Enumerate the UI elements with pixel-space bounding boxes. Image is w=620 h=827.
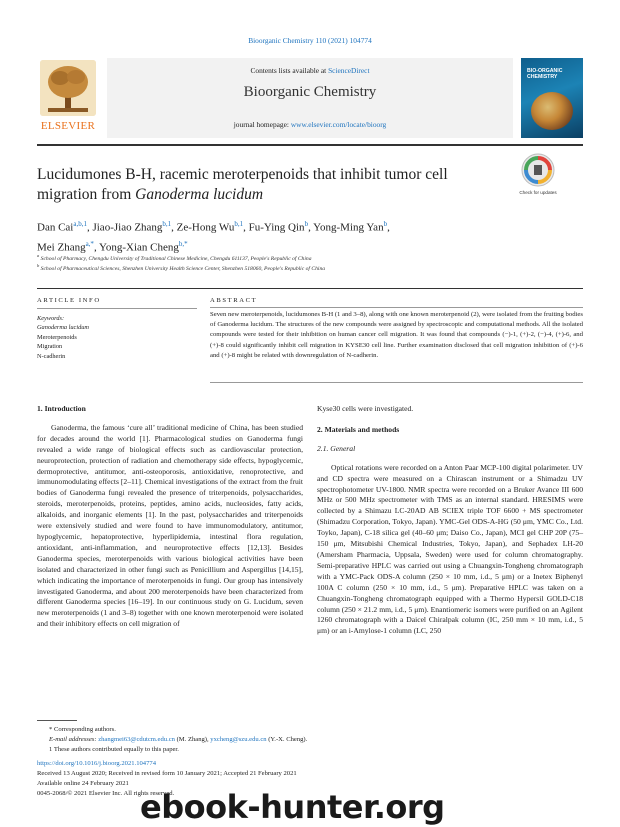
- authors-line-1: Dan Cai$^{a,b,1}$, Jiao-Jiao Zhang$^{b,1}$, Ze-Hong Wu$^{b,1}$, Fu-Ying Qin$^b$, Yong-Ming Yan$^b$,: [37, 220, 390, 234]
- title-line-2-prefix: migration from: [37, 186, 136, 203]
- copyright-line: 0045-2068/© 2021 Elsevier Inc. All rights reserved.: [37, 790, 175, 797]
- journal-title: Bioorganic Chemistry: [243, 84, 377, 100]
- corresponding-note: * Corresponding authors.: [49, 726, 116, 733]
- journal-cover-image[interactable]: [521, 58, 583, 138]
- author-affil-marker[interactable]: b: [383, 220, 388, 228]
- left-column: [37, 404, 303, 630]
- general-subheading: 2.1. General: [317, 443, 356, 453]
- author-name[interactable]: Mei Zhang: [37, 241, 86, 254]
- affiliation-mark: a: [37, 253, 40, 258]
- affiliation-text: School of Pharmacy, Chengdu University of Traditional Chinese Medicine, Chengdu 611137, People's Republic of China: [40, 255, 312, 262]
- elsevier-tree-icon: [40, 60, 96, 116]
- authors-line-2: Mei Zhang$^{a,*}$, Yong-Xian Cheng$^{b,*}$: [37, 239, 188, 254]
- available-online: Available online 24 February 2021: [37, 780, 129, 787]
- journal-reference[interactable]: Bioorganic Chemistry 110 (2021) 104774: [248, 36, 372, 45]
- footnotes: [37, 725, 583, 755]
- author-affil-marker[interactable]: b,1: [234, 220, 244, 228]
- publisher-name: ELSEVIER: [40, 120, 96, 132]
- introduction-paragraph: Ganoderma, the famous ‘cure all’ traditional medicine of China, has been studied for decades around the world [1]. Pharmacological studies on Ganoderma fungi revealed a wide range of biological effects such as cardiovascular protection, neuroprotection, protection of radiation and chemotherapy side effects, hypoglycemic, dermoprotective, antitumor, anti-osteoporosis, antioxidative, renoprotective, and immunomodulating effects [2–11]. Chemical investigations of the extract from the fruit bodies of Ganoderma fungi revealed the presence of triterpenoids, polysaccharides, steroids, meroterpenoids, proteins, peptides, amino acids, nucleosides, fatty acids, alkaloids, and inorganic elements [1]. In the past, polysaccharides and triterpenoids were extensively studied and were found to have immunomodulatory, antitumor, hypoglycemic, hepatoprotective, hyperlipidemia, intestinal flora regulation, antioxidant, anti-inflammation, and neuroprotective effects [12,13]. Besides Ganoderma species, meroterpenoids with various biological activities have been isolated and characterized in other fungi such as Penicillium and Aspergillus [14,15], which indicating the importance of meroterpenoids in fungi. Our group has intensively investigated Ganoderma, and about 200 meroterpenoids have been characterized from different Ganoderma species [16–19]. In our continuous study on G. Lucidum, seven new meroterpenoids (1 and 3–8) together with one known meroterpenoid were isolated and their inhibitory effects on cell migration of: [37, 422, 303, 629]
- keyword-item: Ganoderma lucidum: [37, 324, 89, 332]
- keywords-label: Keywords:: [37, 315, 65, 322]
- email-owner: (M. Zhang),: [174, 736, 211, 743]
- email-link-zhang[interactable]: zhangmei63@cdutcm.edu.cn: [98, 736, 175, 743]
- contents-line: [107, 66, 513, 75]
- masthead-center: [107, 58, 513, 138]
- article-info-rule: [37, 308, 197, 309]
- author-name[interactable]: Yong-Ming Yan: [313, 221, 384, 234]
- journal-homepage-link[interactable]: www.elsevier.com/locate/bioorg: [290, 120, 387, 129]
- check-updates-icon[interactable]: [520, 152, 556, 188]
- email-line: [37, 735, 583, 745]
- author-affil-marker[interactable]: b,1: [162, 220, 172, 228]
- right-column: [317, 404, 583, 637]
- sciencedirect-link[interactable]: ScienceDirect: [328, 66, 370, 75]
- abstract-rule: [210, 307, 583, 308]
- keywords-box: [37, 314, 197, 361]
- author-name[interactable]: Dan Cai: [37, 221, 74, 234]
- watermark: ebook-hunter.org: [140, 788, 445, 826]
- check-updates-label[interactable]: Check for updates: [519, 190, 557, 195]
- author-affil-marker[interactable]: a,*: [85, 239, 94, 248]
- homepage-line: [107, 120, 513, 129]
- elsevier-logo[interactable]: [37, 58, 99, 138]
- email-owner: (Y.-X. Cheng).: [266, 736, 308, 743]
- author-affil-marker[interactable]: b,*: [178, 239, 188, 248]
- introduction-heading: 1. Introduction: [37, 404, 86, 413]
- article-title: [37, 165, 507, 205]
- abstract-bottom-rule: [210, 382, 583, 383]
- author-name[interactable]: Yong-Xian Cheng: [99, 241, 179, 254]
- general-paragraph: Optical rotations were recorded on a Anton Paar MCP-100 digital polarimeter. UV and CD spectra were measured on a Chirascan instrument or a Shimadzu UV spectrophotometer UV-1800. NMR spectra were recorded on a Bruker Avance III 600 MHz or 500 MHz spectrometer with TMS as an internal standard. HRESIMS were collected by a Shimazu LC-20AD AB SCIEX triple TOF 6600 + MS spectrometer (Shimadzu Corporation, Tokyo, Japan). YMC-Gel ODS-A-HG (50 μm, YMC Co., Ltd. Toyko, Japan), C-18 silica gel (40–60 μm; Daiso Co., Japan), MCI gel CHP 20P (75–150 μm, Mitsubishi Chemical Industries, Tokyo, Japan), and Sephadex LH-20 (Amersham Pharmacia, Uppsala, Sweden) were used for column chromatography. Semi-preparative HPLC was carried out using a Chuangxin-Tongheng chromatograph with a YMC-Pack ODS-A column (250 × 10 mm, i.d., 5 μm) or a Inetex Biphenyl 100A C column (250 × 10 mm, i.d., 5 μm). Preparative HPLC was taken on a Chuangxin-Tongheng chromatograph equipped with a Thermo Hypersil GOLD-C18 column (250 × 21.2 mm, i.d., 5 μm). Enantiomeric isomers were purified on an Agilent 1260 chromatograph with a Daicel Chiralpak column (IC, 250 mm × 10 mm, i.d., 5 μm) or an i-Amylose-1 column (LC, 250: [317, 462, 583, 636]
- homepage-prefix: journal homepage:: [233, 120, 291, 129]
- affiliation-mark: b: [37, 263, 40, 268]
- author-name[interactable]: Ze-Hong Wu: [176, 221, 235, 234]
- carryover-text: Kyse30 cells were investigated.: [317, 404, 414, 413]
- contents-prefix: Contents lists available at: [250, 66, 329, 75]
- journal-masthead: [37, 58, 583, 138]
- header-rule: [37, 144, 583, 146]
- methods-heading: 2. Materials and methods: [317, 424, 400, 434]
- footnote-rule: [37, 720, 77, 721]
- email-label: E-mail addresses:: [49, 736, 99, 743]
- keyword-item: Migration: [37, 343, 63, 351]
- abstract-heading: ABSTRACT: [210, 297, 258, 304]
- affiliation-a: [37, 253, 583, 262]
- author-name[interactable]: Jiao-Jiao Zhang: [92, 221, 163, 234]
- doi-link[interactable]: https://doi.org/10.1016/j.bioorg.2021.104774: [37, 760, 156, 767]
- abstract-body: Seven new meroterpenoids, lucidumones B-H (1 and 3–8), along with one known meroterpenoid (2), were isolated from the fruiting bodies of Ganoderma lucidum. The structures of the new compounds were assigned by spectroscopic and computational methods. All the isolated compounds were tested for their inhibition on human cancer cell migration. It was found that compounds (−)-1, (+)-2, (−)-4, (+)-6, and (+)-8 could significantly inhibit cell migration in KYSE30 cell line. Further examination disclosed that cell migration inhibition of (+)-6 and (+)-8 might be related with downregulation of N-cadherin.: [210, 311, 583, 359]
- cover-art: [531, 92, 573, 130]
- article-info-heading: ARTICLE INFO: [37, 297, 101, 304]
- keyword-item: N-cadherin: [37, 352, 66, 360]
- email-link-cheng[interactable]: yxcheng@szu.edu.cn: [210, 736, 267, 743]
- received-dates: Received 13 August 2020; Received in revised form 10 January 2021; Accepted 21 February 2021: [37, 770, 297, 777]
- author-affil-marker[interactable]: a,b,1: [73, 220, 87, 228]
- affiliation-text: School of Pharmaceutical Sciences, Shenzhen University Health Science Center, Shenzhen 518060, People's Republic of China: [40, 265, 326, 272]
- title-species: Ganoderma lucidum: [135, 186, 264, 203]
- author-affil-marker[interactable]: b: [304, 220, 309, 228]
- title-line-1: Lucidumones B-H, racemic meroterpenoids that inhibit tumor cell: [37, 166, 448, 183]
- author-name[interactable]: Fu-Ying Qin: [248, 221, 305, 234]
- title-line-2: [37, 185, 507, 205]
- keyword-item: Meroterpenoids: [37, 333, 77, 341]
- cover-title: BIO-ORGANIC CHEMISTRY: [527, 68, 563, 81]
- author-list: [37, 216, 557, 255]
- equal-contribution-note: 1 These authors contributed equally to this paper.: [49, 746, 179, 753]
- affiliation-b: [37, 263, 583, 272]
- section-divider: [37, 288, 583, 289]
